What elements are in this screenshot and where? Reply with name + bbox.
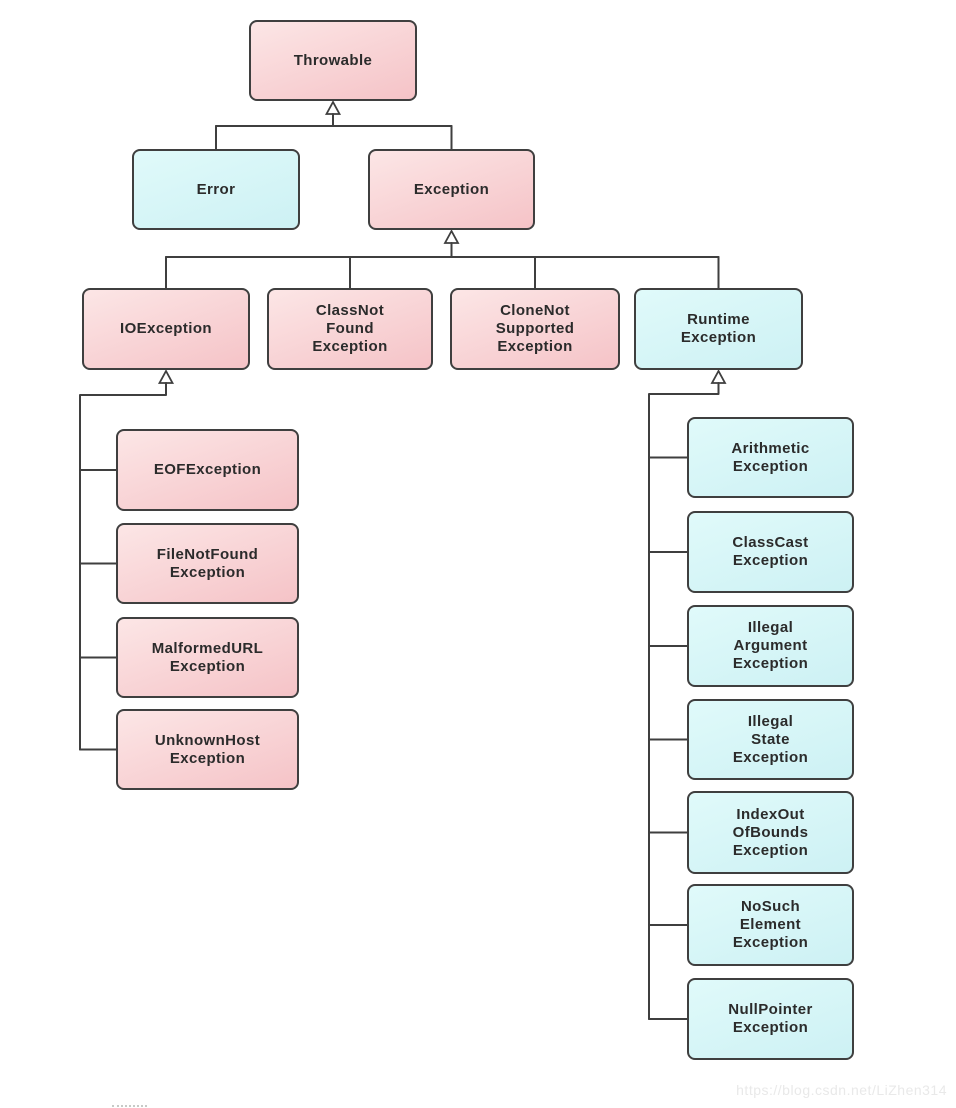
- node-label-line: NoSuch: [740, 898, 801, 915]
- node-label-line: CloneNot: [500, 302, 570, 319]
- node-label: [733, 713, 808, 767]
- node-indexoutofbounds: [687, 791, 854, 874]
- node-label: [681, 311, 756, 347]
- node-label-line: Arithmetic: [731, 439, 810, 457]
- node-label: [414, 181, 489, 199]
- node-label: [155, 732, 260, 768]
- node-label: [312, 302, 387, 356]
- inheritance-arrow-icon: [327, 102, 340, 114]
- inheritance-arrow-icon: [712, 371, 725, 383]
- node-label-line: FileNotFound: [156, 545, 259, 563]
- node-nosuchelement: [687, 884, 854, 966]
- node-arithmetic: [687, 417, 854, 498]
- node-filenotfound: [116, 523, 299, 604]
- node-label-line: Exception: [497, 338, 573, 355]
- node-label: [197, 181, 236, 199]
- node-label-line: MalformedURL: [151, 639, 264, 657]
- node-label: [732, 534, 808, 570]
- node-label-line: ClassNot: [315, 302, 385, 319]
- node-label: [731, 440, 809, 476]
- node-illegalargument: [687, 605, 854, 687]
- node-label-line: EOFException: [153, 461, 262, 478]
- node-throwable: [249, 20, 417, 101]
- node-label-line: ClassCast: [732, 534, 809, 551]
- inheritance-arrow-icon: [445, 231, 458, 243]
- node-label-line: Exception: [732, 841, 809, 859]
- node-label-line: Argument: [733, 637, 808, 654]
- node-label-line: Element: [739, 916, 802, 933]
- node-label: [733, 619, 808, 673]
- node-label: [120, 320, 212, 338]
- bottom-edge-artifact: [112, 1105, 147, 1107]
- node-label: [496, 302, 575, 356]
- node-label-line: Exception: [732, 552, 809, 569]
- node-label: [733, 806, 809, 860]
- node-classcast: [687, 511, 854, 593]
- node-label-line: Illegal: [747, 712, 794, 730]
- node-exception: [368, 149, 535, 230]
- node-label-line: Exception: [312, 338, 388, 355]
- node-label-line: Illegal: [747, 619, 794, 636]
- node-label-line: Throwable: [293, 51, 373, 69]
- watermark: https://blog.csdn.net/LiZhen314: [736, 1082, 947, 1098]
- node-runtime: [634, 288, 803, 370]
- node-label: [728, 1001, 812, 1037]
- inheritance-arrow-icon: [160, 371, 173, 383]
- node-label-line: Exception: [680, 329, 757, 346]
- node-illegalstate: [687, 699, 854, 780]
- node-label: [152, 640, 263, 676]
- node-ioexception: [82, 288, 250, 370]
- node-label-line: Exception: [169, 749, 246, 767]
- node-label-line: Error: [196, 180, 236, 198]
- node-label-line: Exception: [732, 748, 809, 766]
- node-unknownhost: [116, 709, 299, 790]
- node-label: [157, 546, 258, 582]
- node-label-line: UnknownHost: [154, 731, 261, 749]
- node-label-line: Exception: [732, 1019, 809, 1036]
- node-label-line: Exception: [413, 180, 490, 198]
- node-error: [132, 149, 300, 230]
- node-label: [733, 898, 808, 952]
- node-label: [294, 52, 373, 70]
- node-label-line: NullPointer: [728, 1001, 813, 1018]
- node-label-line: IndexOut: [736, 805, 805, 823]
- node-label-line: Exception: [732, 934, 809, 951]
- node-label-line: Exception: [732, 457, 809, 475]
- node-eofexception: [116, 429, 299, 511]
- node-classnotfound: [267, 288, 433, 370]
- node-label-line: State: [751, 730, 790, 748]
- node-label-line: Runtime: [687, 311, 750, 328]
- node-nullpointer: [687, 978, 854, 1060]
- node-label-line: Supported: [495, 320, 575, 337]
- node-label-line: Exception: [732, 655, 809, 672]
- node-label-line: Exception: [169, 657, 246, 675]
- node-label-line: Found: [326, 320, 374, 337]
- node-label: [154, 461, 261, 479]
- node-malformedurl: [116, 617, 299, 698]
- node-label-line: OfBounds: [732, 823, 809, 841]
- node-clonenotsupported: [450, 288, 620, 370]
- node-label-line: Exception: [169, 563, 246, 581]
- node-label-line: IOException: [120, 320, 212, 337]
